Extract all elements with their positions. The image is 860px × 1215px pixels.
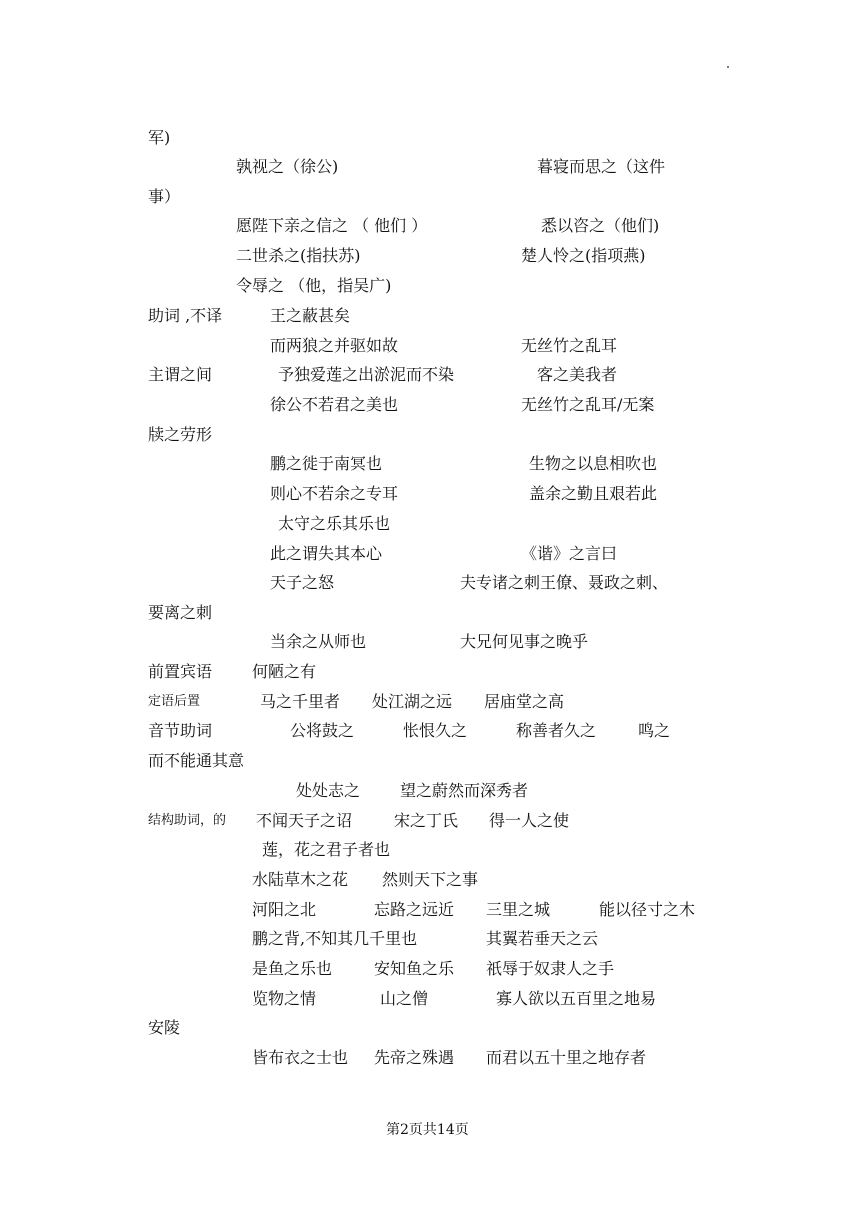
- text-line: 而君以五十里之地存者: [486, 1048, 647, 1067]
- text-line: 先帝之殊遇: [374, 1048, 455, 1067]
- text-line: 牍之劳形: [148, 425, 213, 444]
- text-line: 夫专诸之刺王僚、聂政之刺、: [460, 573, 669, 592]
- text-line: 是鱼之乐也: [252, 959, 333, 978]
- text-line: 能以径寸之木: [599, 900, 696, 919]
- text-line: 当余之从师也: [270, 632, 367, 651]
- text-line: 居庙堂之高: [484, 692, 565, 711]
- text-line: 处处志之: [296, 781, 361, 800]
- text-line: 悉以咨之（他们): [541, 216, 660, 235]
- text-line: 事）: [148, 187, 181, 206]
- text-line: 生物之以息相吹也: [529, 454, 658, 473]
- text-line: 览物之情: [252, 989, 317, 1008]
- text-line: 二世杀之(指扶苏): [236, 246, 361, 265]
- text-line: 《谐》之言曰: [521, 544, 618, 563]
- text-line: 望之蔚然而深秀者: [400, 781, 529, 800]
- text-line: 莲，花之君子者也: [262, 840, 391, 859]
- text-line: 无丝竹之乱耳: [521, 336, 618, 355]
- section-label: 音节助词: [148, 721, 213, 740]
- text-line: 而两狼之并驱如故: [270, 336, 399, 355]
- text-line: 山之僧: [380, 989, 429, 1008]
- text-line: 得一人之使: [489, 811, 570, 830]
- page-number: 第2页共14页: [386, 1122, 469, 1138]
- text-line: 而不能通其意: [148, 751, 245, 770]
- text-line: 水陆草木之花: [252, 870, 349, 889]
- text-line: 处江湖之远: [372, 692, 453, 711]
- text-line: 太守之乐其乐也: [278, 514, 391, 533]
- text-line: 安陵: [148, 1018, 181, 1037]
- text-line: 盖余之勤且艰若此: [529, 484, 658, 503]
- text-line: 鸣之: [638, 721, 671, 740]
- text-line: 此之谓失其本心: [270, 544, 383, 563]
- text-line: 暮寝而思之（这件: [537, 157, 666, 176]
- text-line: 王之蔽甚矣: [270, 306, 351, 325]
- text-line: 宋之丁氏: [394, 811, 459, 830]
- text-line: 愿陛下亲之信之 （ 他们 ）: [236, 216, 428, 235]
- section-label: 定语后置: [148, 694, 201, 709]
- text-line: 忘路之远近: [374, 900, 455, 919]
- corner-mark: [727, 66, 729, 68]
- text-line: 安知鱼之乐: [374, 959, 455, 978]
- text-line: 鹏之徙于南冥也: [270, 454, 383, 473]
- text-line: 无丝竹之乱耳/无案: [521, 395, 655, 414]
- text-line: 则心不若余之专耳: [270, 484, 399, 503]
- text-line: 其翼若垂天之云: [486, 929, 599, 948]
- text-line: 皆布衣之士也: [252, 1048, 349, 1067]
- text-line: 要离之刺: [148, 603, 213, 622]
- text-line: 予独爱莲之出淤泥而不染: [278, 365, 455, 384]
- section-label: 结构助词，的: [148, 813, 227, 828]
- text-line: 鹏之背,不知其几千里也: [252, 929, 418, 948]
- text-line: 孰视之（徐公): [236, 157, 339, 176]
- text-line: 令辱之 （他，指吴广): [236, 276, 392, 295]
- text-line: 称善者久之: [516, 721, 597, 740]
- text-line: 客之美我者: [537, 365, 618, 384]
- text-line: 楚人怜之(指项燕): [521, 246, 646, 265]
- text-line: 不闻天子之诏: [256, 811, 353, 830]
- text-line: 三里之城: [486, 900, 551, 919]
- text-line: 何陋之有: [252, 662, 317, 681]
- section-label: 前置宾语: [148, 662, 213, 681]
- text-line: 然则天下之事: [382, 870, 479, 889]
- text-line: 徐公不若君之美也: [270, 395, 399, 414]
- text-line: 怅恨久之: [403, 721, 468, 740]
- section-label: 助词 ,不译: [148, 306, 223, 325]
- section-label: 主谓之间: [148, 365, 213, 384]
- text-line: 马之千里者: [260, 692, 341, 711]
- text-line: 大兄何见事之晚乎: [460, 632, 589, 651]
- text-line: 军): [148, 128, 171, 147]
- text-line: 寡人欲以五百里之地易: [496, 989, 657, 1008]
- text-line: 河阳之北: [252, 900, 317, 919]
- text-line: 公将鼓之: [290, 721, 355, 740]
- text-line: 祇辱于奴隶人之手: [486, 959, 615, 978]
- text-line: 天子之怒: [270, 573, 335, 592]
